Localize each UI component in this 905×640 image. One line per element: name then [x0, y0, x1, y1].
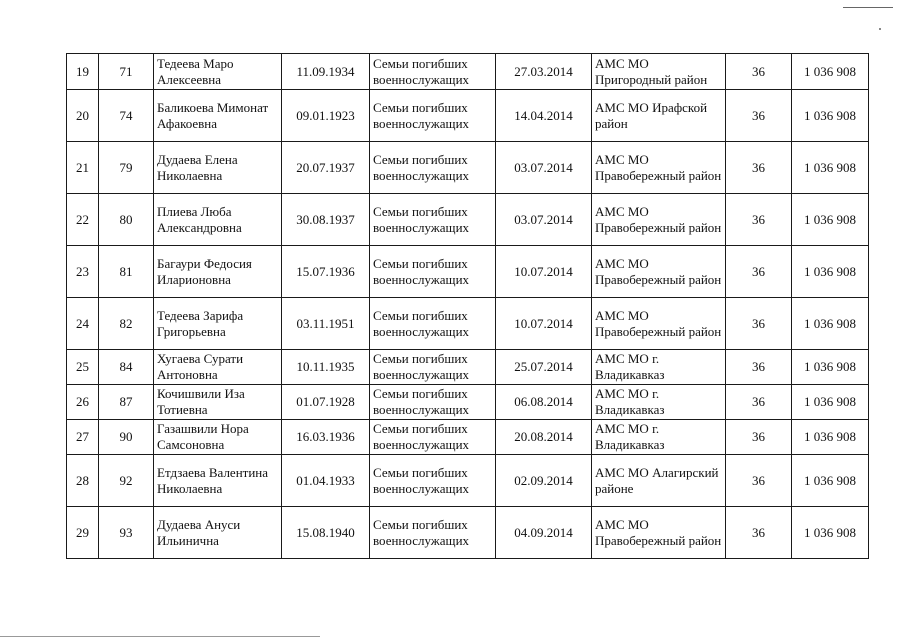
organization-cell: АМС МО Правобережный район	[592, 142, 726, 194]
registration-date-cell: 10.07.2014	[496, 298, 592, 350]
record-id-cell: 93	[99, 507, 154, 559]
organization-cell: АМС МО Правобережный район	[592, 298, 726, 350]
category-cell: Семьи погибших военнослужащих	[370, 507, 496, 559]
birth-date-cell: 20.07.1937	[282, 142, 370, 194]
registration-date-cell: 27.03.2014	[496, 54, 592, 90]
record-id-cell: 71	[99, 54, 154, 90]
registry-table-body	[67, 54, 869, 559]
row-number-cell: 26	[67, 385, 99, 420]
row-number-cell: 19	[67, 54, 99, 90]
amount-cell: 1 036 908	[792, 90, 869, 142]
birth-date-cell: 16.03.1936	[282, 420, 370, 455]
table-row	[67, 246, 869, 298]
birth-date-cell: 30.08.1937	[282, 194, 370, 246]
category-cell: Семьи погибших военнослужащих	[370, 350, 496, 385]
birth-date-cell: 01.07.1928	[282, 385, 370, 420]
amount-cell: 1 036 908	[792, 350, 869, 385]
amount-cell: 1 036 908	[792, 507, 869, 559]
table-row	[67, 90, 869, 142]
full-name-cell: Етдзаева Валентина Николаевна	[154, 455, 282, 507]
row-number-cell: 20	[67, 90, 99, 142]
registration-date-cell: 20.08.2014	[496, 420, 592, 455]
count-cell: 36	[726, 298, 792, 350]
amount-cell: 1 036 908	[792, 385, 869, 420]
amount-cell: 1 036 908	[792, 246, 869, 298]
record-id-cell: 74	[99, 90, 154, 142]
scan-artifact-dot	[879, 28, 881, 30]
record-id-cell: 90	[99, 420, 154, 455]
birth-date-cell: 03.11.1951	[282, 298, 370, 350]
scan-artifact-top-right	[843, 7, 893, 8]
category-cell: Семьи погибших военнослужащих	[370, 298, 496, 350]
category-cell: Семьи погибших военнослужащих	[370, 90, 496, 142]
full-name-cell: Дудаева Елена Николаевна	[154, 142, 282, 194]
amount-cell: 1 036 908	[792, 142, 869, 194]
row-number-cell: 27	[67, 420, 99, 455]
table-row	[67, 385, 869, 420]
amount-cell: 1 036 908	[792, 420, 869, 455]
registration-date-cell: 03.07.2014	[496, 194, 592, 246]
record-id-cell: 80	[99, 194, 154, 246]
category-cell: Семьи погибших военнослужащих	[370, 54, 496, 90]
full-name-cell: Хугаева Сурати Антоновна	[154, 350, 282, 385]
amount-cell: 1 036 908	[792, 298, 869, 350]
table-row	[67, 455, 869, 507]
category-cell: Семьи погибших военнослужащих	[370, 420, 496, 455]
count-cell: 36	[726, 194, 792, 246]
organization-cell: АМС МО Алагирский районе	[592, 455, 726, 507]
registry-table	[66, 53, 869, 559]
table-row	[67, 420, 869, 455]
organization-cell: АМС МО г. Владикавказ	[592, 420, 726, 455]
row-number-cell: 23	[67, 246, 99, 298]
record-id-cell: 81	[99, 246, 154, 298]
amount-cell: 1 036 908	[792, 54, 869, 90]
scan-artifact-bottom-left	[0, 636, 320, 637]
organization-cell: АМС МО Ирафской район	[592, 90, 726, 142]
organization-cell: АМС МО г. Владикавказ	[592, 350, 726, 385]
registration-date-cell: 14.04.2014	[496, 90, 592, 142]
record-id-cell: 82	[99, 298, 154, 350]
amount-cell: 1 036 908	[792, 194, 869, 246]
registration-date-cell: 06.08.2014	[496, 385, 592, 420]
category-cell: Семьи погибших военнослужащих	[370, 385, 496, 420]
full-name-cell: Тедеева Маро Алексеевна	[154, 54, 282, 90]
birth-date-cell: 10.11.1935	[282, 350, 370, 385]
count-cell: 36	[726, 507, 792, 559]
registration-date-cell: 10.07.2014	[496, 246, 592, 298]
organization-cell: АМС МО Правобережный район	[592, 246, 726, 298]
birth-date-cell: 09.01.1923	[282, 90, 370, 142]
count-cell: 36	[726, 350, 792, 385]
count-cell: 36	[726, 455, 792, 507]
full-name-cell: Баликоева Мимонат Афакоевна	[154, 90, 282, 142]
row-number-cell: 21	[67, 142, 99, 194]
full-name-cell: Багаури Федосия Иларионовна	[154, 246, 282, 298]
count-cell: 36	[726, 54, 792, 90]
row-number-cell: 24	[67, 298, 99, 350]
registration-date-cell: 25.07.2014	[496, 350, 592, 385]
row-number-cell: 28	[67, 455, 99, 507]
organization-cell: АМС МО г. Владикавказ	[592, 385, 726, 420]
birth-date-cell: 15.08.1940	[282, 507, 370, 559]
record-id-cell: 87	[99, 385, 154, 420]
record-id-cell: 79	[99, 142, 154, 194]
full-name-cell: Кочишвили Иза Тотиевна	[154, 385, 282, 420]
registration-date-cell: 02.09.2014	[496, 455, 592, 507]
count-cell: 36	[726, 420, 792, 455]
table-row	[67, 142, 869, 194]
organization-cell: АМС МО Правобережный район	[592, 507, 726, 559]
registration-date-cell: 04.09.2014	[496, 507, 592, 559]
organization-cell: АМС МО Правобережный район	[592, 194, 726, 246]
category-cell: Семьи погибших военнослужащих	[370, 455, 496, 507]
amount-cell: 1 036 908	[792, 455, 869, 507]
category-cell: Семьи погибших военнослужащих	[370, 194, 496, 246]
row-number-cell: 25	[67, 350, 99, 385]
record-id-cell: 84	[99, 350, 154, 385]
record-id-cell: 92	[99, 455, 154, 507]
row-number-cell: 22	[67, 194, 99, 246]
table-row	[67, 298, 869, 350]
birth-date-cell: 11.09.1934	[282, 54, 370, 90]
full-name-cell: Дудаева Ануси Ильинична	[154, 507, 282, 559]
organization-cell: АМС МО Пригородный район	[592, 54, 726, 90]
count-cell: 36	[726, 385, 792, 420]
registration-date-cell: 03.07.2014	[496, 142, 592, 194]
full-name-cell: Газашвили Нора Самсоновна	[154, 420, 282, 455]
category-cell: Семьи погибших военнослужащих	[370, 246, 496, 298]
table-row	[67, 507, 869, 559]
row-number-cell: 29	[67, 507, 99, 559]
birth-date-cell: 15.07.1936	[282, 246, 370, 298]
count-cell: 36	[726, 142, 792, 194]
table-row	[67, 54, 869, 90]
category-cell: Семьи погибших военнослужащих	[370, 142, 496, 194]
full-name-cell: Плиева Люба Александровна	[154, 194, 282, 246]
count-cell: 36	[726, 90, 792, 142]
table-row	[67, 194, 869, 246]
birth-date-cell: 01.04.1933	[282, 455, 370, 507]
table-row	[67, 350, 869, 385]
count-cell: 36	[726, 246, 792, 298]
full-name-cell: Тедеева Зарифа Григорьевна	[154, 298, 282, 350]
